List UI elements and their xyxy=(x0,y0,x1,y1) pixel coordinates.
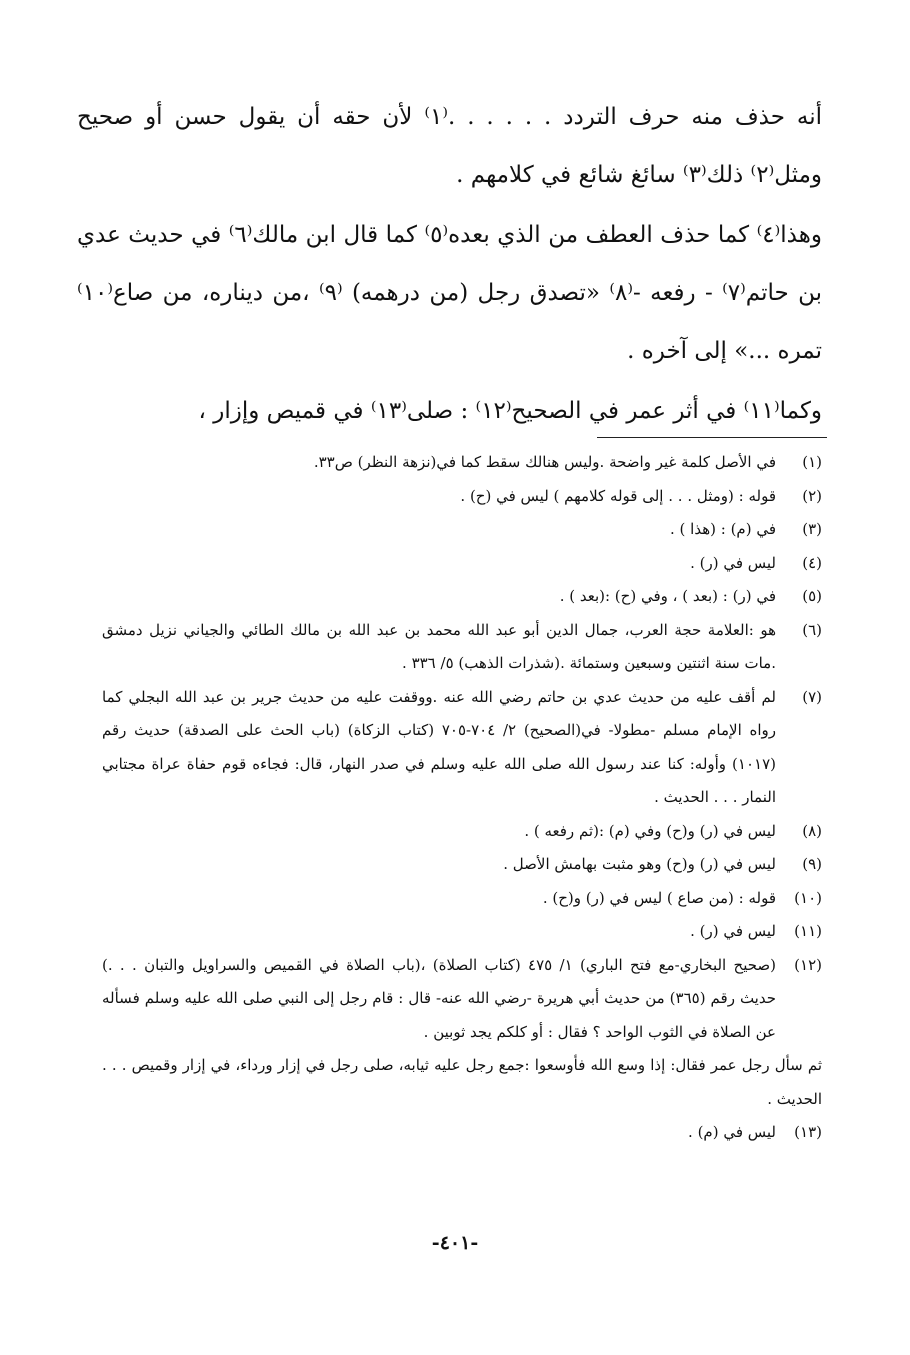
footnote-number: (٤) xyxy=(802,553,822,572)
footnote-number: (١٢) xyxy=(794,955,822,974)
footnote-number: (٥) xyxy=(802,587,822,605)
footnote-number: (٢) xyxy=(802,486,822,505)
footnote-text: (صحيح البخاري-مع فتح الباري) ١/ ٤٧٥ (كتاب الصلاة) ،(باب الصلاة في القميص والسراويل والتبان . . .) حديث رقم (٣٦٥) من حديث أبي هريرة -رضي الله عنه- قال : قام رجل إلى النبي صلى الله عليه وسلم فسأله عن الصلاة في الثوب الواحد ؟ فقال : أو كلكم يجد ثوبين . xyxy=(102,955,776,1041)
footnote-text: ثم سأل رجل عمر فقال: إذا وسع الله فأوسعوا :جمع رجل عليه ثيابه، صلى رجل في إزار ورداء، في إزار وقميص . . . الحديث . xyxy=(102,1056,822,1108)
footnote xyxy=(102,949,822,1050)
footnote xyxy=(102,580,822,614)
footnote xyxy=(102,681,822,815)
footnote-text: في (م) : (هذا ) . xyxy=(670,520,776,538)
footnote xyxy=(102,480,822,514)
footnote-number: (٩) xyxy=(802,855,822,873)
footnote-number: (٨) xyxy=(802,821,822,840)
footnote-text: قوله : (من صاع ) ليس في (ر) و(ح) . xyxy=(542,888,776,907)
footnote-number: (١١) xyxy=(794,922,822,940)
footnote xyxy=(102,614,822,681)
footnote xyxy=(102,1116,822,1150)
footnote-text: هو :العلامة حجة العرب، جمال الدين أبو عبد الله محمد بن عبد الله بن مالك الطائي والجياني نزيل دمشق .مات سنة اثنتين وسبعين وستمائة .(شذرات الذهب) ٥/ ٣٣٦ . xyxy=(102,620,776,672)
footnote xyxy=(102,513,822,547)
footnote-text: قوله : (ومثل . . . إلى قوله كلامهم ) ليس في (ح) . xyxy=(460,486,776,505)
page-number: -٤٠١- xyxy=(431,1232,479,1254)
footnote-text: ليس في (ر) . xyxy=(690,922,776,940)
footnotes-block xyxy=(102,446,822,1150)
main-paragraph: أنه حذف منه حرف التردد . . . . . .⁽١⁾ لأن حقه أن يقول حسن أو صحيح ومثل⁽٢⁾ ذلك⁽٣⁾ سائغ شائع في كلامهم . xyxy=(77,104,822,188)
footnote xyxy=(102,446,822,480)
footnote xyxy=(102,848,822,882)
footnote-number: (١٣) xyxy=(794,1123,822,1141)
footnote-text: لم أقف عليه من حديث عدي بن حاتم رضي الله عنه .ووقفت عليه من حديث جرير بن عبد الله البجلي كما رواه الإمام مسلم -مطولا- في(الصحيح) ٢/ ٧٠٤-٧٠٥ (كتاب الزكاة) (باب الحث على الصدقة) حديث رقم (١٠١٧) وأوله: كنا عند رسول الله صلى الله عليه وسلم في صدر النهار، قال: فجاءه قوم حفاة عراة مجتابي النمار . . . الحديث . xyxy=(102,687,776,806)
footnote-text: ليس في (ر) و(ح) وهو مثبت بهامش الأصل . xyxy=(503,855,776,873)
footnote-number: (٧) xyxy=(802,687,822,706)
footnote-text: ليس في (ر) و(ح) وفي (م) :(ثم رفعه ) . xyxy=(524,821,776,840)
footnote-separator xyxy=(597,437,827,438)
footnote-text: ليس في (م) . xyxy=(688,1123,776,1141)
main-text-block xyxy=(77,88,822,440)
footnote-number: (٦) xyxy=(802,620,822,639)
footnote-number: (١٠) xyxy=(794,888,822,907)
main-paragraph: وكما⁽١١⁾ في أثر عمر في الصحيح⁽١٢⁾ : صلى⁽١٣⁾ في قميص وإزار ، xyxy=(198,398,822,424)
footnote xyxy=(102,815,822,849)
footnote xyxy=(102,547,822,581)
footnote-text: في الأصل كلمة غير واضحة .وليس هنالك سقط كما في(نزهة النظر) ص٣٣. xyxy=(313,453,776,471)
main-paragraph: وهذا⁽٤⁾ كما حذف العطف من الذي بعده⁽٥⁾ كما قال ابن مالك⁽٦⁾ في حديث عدي بن حاتم⁽٧⁾ - رفعه -⁽٨⁾ «تصدق رجل (من درهمه) ⁽٩⁾ ،من ديناره، من صاع⁽١٠⁾ تمره ...» إلى آخره . xyxy=(77,222,822,364)
footnote-text: ليس في (ر) . xyxy=(690,553,776,572)
footnote-number: (٣) xyxy=(802,520,822,538)
footnote-number: (١) xyxy=(802,453,822,471)
footnote-text: في (ر) : (بعد ) ، وفي (ح) :(بعد ) . xyxy=(559,587,776,605)
footnote xyxy=(102,882,822,916)
footnote-continuation xyxy=(102,1049,822,1116)
footnote xyxy=(102,915,822,949)
